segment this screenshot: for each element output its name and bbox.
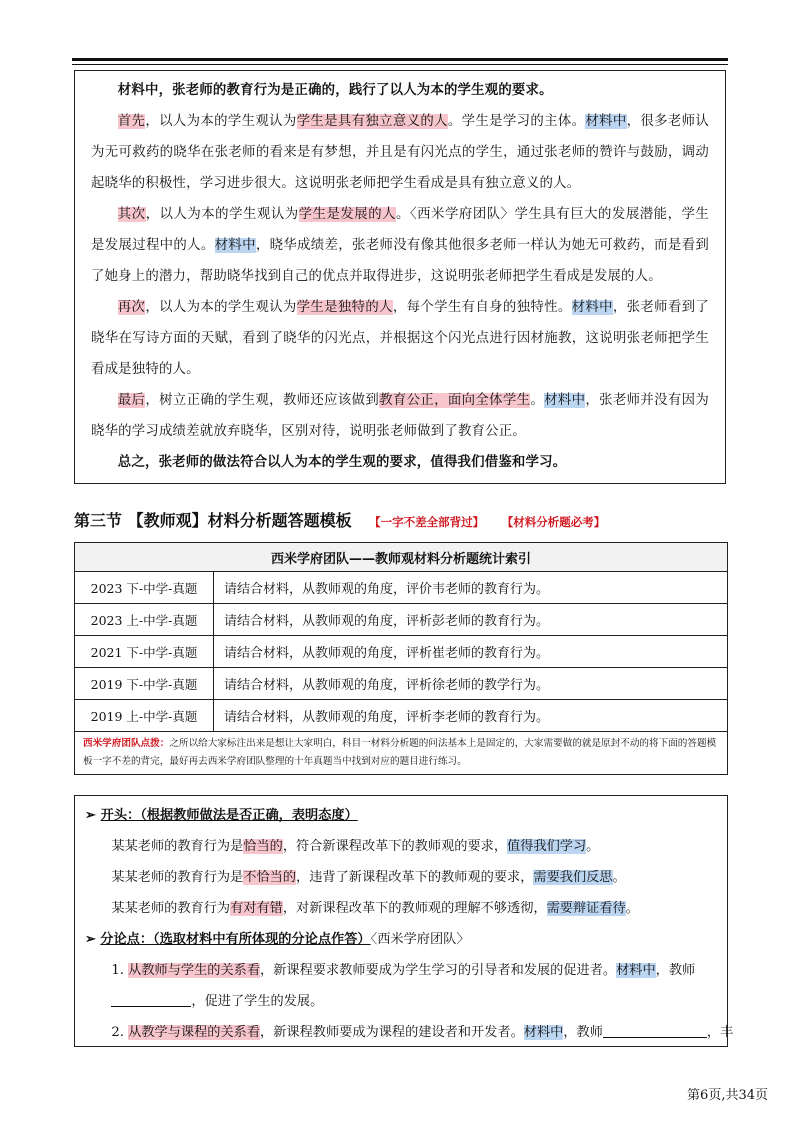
point-first: 首先，以人为本的学生观认为学生是具有独立意义的人。学生是学习的主体。材料中，很多老师认为无可救药的晓华在张老师的看来是有梦想，并且是有闪光点的学生，通过张老师的赞许与鼓励，调动起晓华的积极性，学习进步很大。这说明张老师把学生看成是具有独立意义的人。 [91,114,710,191]
table-header: 西米学府团队——教师观材料分析题统计索引 [75,543,728,572]
section-tag-must-test: 【材料分析题必考】 [501,515,606,529]
section-tag-memorize: 【一字不差全部背过】 [369,515,485,529]
conclusion-statement: 总之，张老师的做法符合以人为本的学生观的要求，值得我们借鉴和学习。 [117,454,567,470]
table-row [75,604,728,636]
exam-question: 请结合材料，从教师观的角度，评析徐老师的教学行为。 [214,668,728,700]
exam-year: 2021 下-中学-真题 [75,636,214,668]
table-header-row [75,543,728,572]
table-note-row [75,732,728,775]
answer-template-box [74,795,734,1047]
table-row [75,636,728,668]
team-tip-text: 之所以给大家标注出来是想让大家明白，科目一材料分析题的问法基本上是固定的，大家需要做的就是原封不动的将下面的答题模板一字不差的背完，最好再去西米学府团队整理的十年真题当中找到对应的题目进行练习。 [83,738,717,767]
sub-point-suffix: 〈西米学府团队〉 [370,932,470,947]
sub-point-teaching-curriculum: 2. 从教学与课程的关系看，新课程教师要成为课程的建设者和开发者。材料中，教师 ，丰 [111,1025,734,1040]
exam-index-table [74,542,728,775]
sub-point-teacher-student: 1. 从教师与学生的关系看，新课程要求教师要成为学生学习的引导者和发展的促进者。材料中，教师，促进了学生的发展。 [111,963,696,1009]
point-second: 其次，以人为本的学生观认为学生是发展的人。〈西米学府团队〉学生具有巨大的发展潜能，学生是发展过程中的人。材料中，晓华成绩差，张老师没有像其他很多老师一样认为她无可救药，而是看到了她身上的潜力，帮助晓华找到自己的优点并取得进步，这说明张老师把学生看成是发展的人。 [91,207,709,284]
section-heading [74,508,734,531]
opening-title: 开头：（根据教师做法是否正确，表明态度） [100,808,358,823]
exam-question: 请结合材料，从教师观的角度，评析李老师的教育行为。 [214,700,728,732]
arrow-bullet-icon: ➢ [85,932,97,947]
exam-year: 2023 下-中学-真题 [75,572,214,604]
point-third: 再次，以人为本的学生观认为学生是独特的人，每个学生有自身的独特性。材料中，张老师看到了晓华在写诗方面的天赋，看到了晓华的闪光点，并根据这个闪光点进行因材施教，这说明张老师把学生看成是独特的人。 [91,300,710,377]
team-tip [75,732,728,775]
table-row [75,572,728,604]
exam-question: 请结合材料，从教师观的角度，评析崔老师的教育行为。 [214,636,728,668]
fill-blank [111,992,191,1007]
arrow-bullet-icon: ➢ [85,808,97,823]
opening-sentence-correct: 某某老师的教育行为是恰当的，符合新课程改革下的教师观的要求，值得我们学习。 [111,839,600,854]
exam-year: 2023 上-中学-真题 [75,604,214,636]
exam-question: 请结合材料，从教师观的角度，评析彭老师的教育行为。 [214,604,728,636]
fill-blank [603,1023,707,1038]
table-row [75,700,728,732]
sub-point-heading [85,924,717,955]
student-view-analysis-box [74,70,726,484]
exam-year: 2019 下-中学-真题 [75,668,214,700]
header-rule-thick [72,58,728,61]
section-title: 第三节 【教师观】材料分析题答题模板 [74,511,352,530]
header-rule-thin [72,64,728,65]
sub-point-title: 分论点：（选取材料中有所体现的分论点作答） [100,932,371,947]
team-tip-label: 西米学府团队点拨： [83,738,170,749]
opening-sentence-mixed: 某某老师的教育行为有对有错，对新课程改革下的教师观的理解不够透彻，需要辩证看待。 [111,901,639,916]
intro-statement: 材料中，张老师的教育行为是正确的，践行了以人为本的学生观的要求。 [117,82,553,98]
page-number: 第6页,共34页 [687,1088,768,1103]
opening-heading [85,800,717,831]
point-last: 最后，树立正确的学生观，教师还应该做到教育公正，面向全体学生。材料中，张老师并没有因为晓华的学习成绩差就放弃晓华，区别对待，说明张老师做到了教育公正。 [91,393,710,439]
opening-sentence-incorrect: 某某老师的教育行为是不恰当的，违背了新课程改革下的教师观的要求，需要我们反思。 [111,870,626,885]
exam-question: 请结合材料，从教师观的角度，评价韦老师的教育行为。 [214,572,728,604]
table-row [75,668,728,700]
exam-year: 2019 上-中学-真题 [75,700,214,732]
